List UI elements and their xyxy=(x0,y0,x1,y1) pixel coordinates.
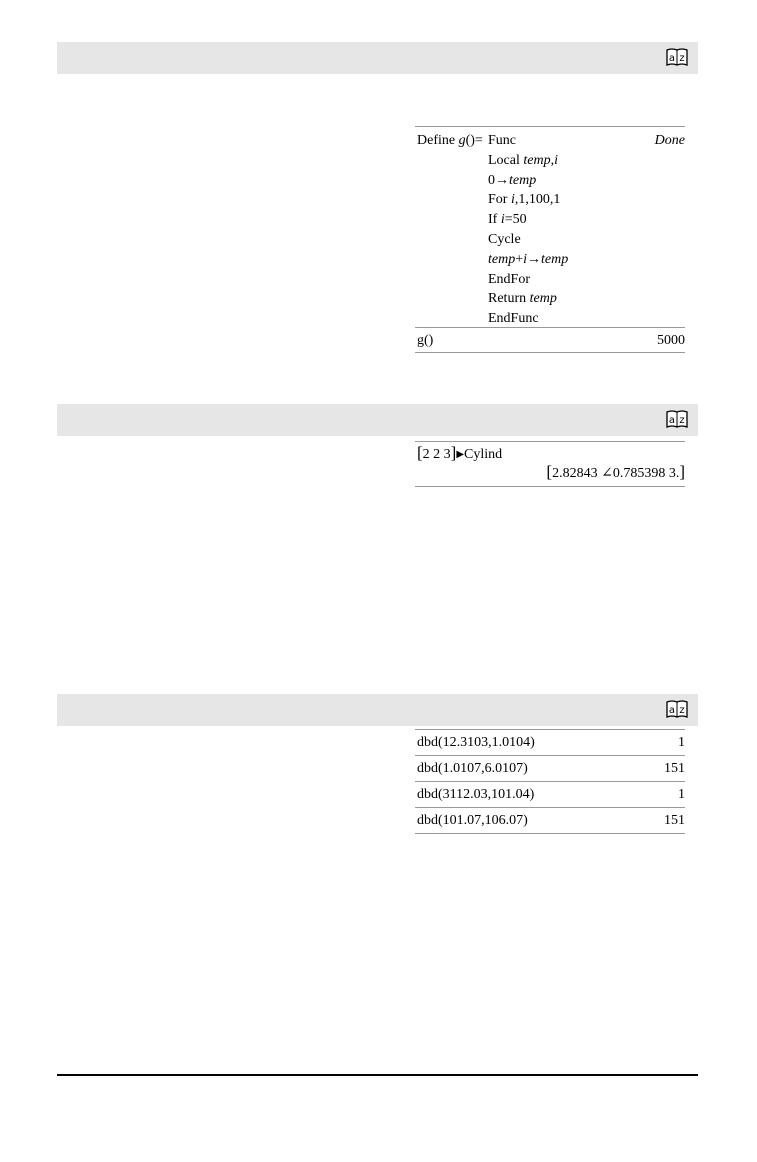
panel-bottom-rule xyxy=(415,486,685,487)
program-line: If i=50 xyxy=(488,212,527,228)
dbd-result: 151 xyxy=(664,761,685,776)
define-result: Done xyxy=(654,133,685,148)
panel-bottom-rule xyxy=(415,352,685,353)
dbd-row xyxy=(415,730,685,755)
svg-text:z: z xyxy=(679,705,685,716)
call-expression: g() xyxy=(417,333,434,348)
catalog-book-icon[interactable] xyxy=(666,699,688,719)
section-header-bar-2 xyxy=(57,404,698,436)
cylind-input: [2 2 3]▶Cylind xyxy=(417,443,503,462)
program-line: EndFunc xyxy=(488,311,539,327)
define-statement: Define g()= xyxy=(417,133,483,148)
dbd-result: 1 xyxy=(678,735,685,750)
svg-text:z: z xyxy=(679,415,685,426)
dbd-rows xyxy=(415,730,685,834)
example-panel-cylind xyxy=(415,441,685,487)
program-line: EndFor xyxy=(488,271,530,287)
example-panel-dbd xyxy=(415,729,685,834)
dbd-expression: dbd(101.07,106.07) xyxy=(417,813,528,828)
program-line: Cycle xyxy=(488,232,521,247)
dbd-expression: dbd(3112.03,101.04) xyxy=(417,787,535,802)
dbd-row-divider xyxy=(415,833,685,834)
svg-text:a: a xyxy=(668,415,676,426)
program-line: Return temp xyxy=(488,291,557,307)
svg-text:a: a xyxy=(668,705,676,716)
example-panel-define-func xyxy=(415,126,685,353)
dbd-result: 151 xyxy=(664,813,685,828)
svg-text:z: z xyxy=(679,53,685,64)
cylind-input-row xyxy=(415,442,685,462)
call-entry xyxy=(415,328,685,352)
dbd-expression: dbd(12.3103,1.0104) xyxy=(417,735,535,750)
dbd-row xyxy=(415,782,685,807)
svg-text:a: a xyxy=(668,53,676,64)
program-line: temp+i→temp xyxy=(488,251,569,267)
section-header-bar-1 xyxy=(57,42,698,74)
call-result: 5000 xyxy=(657,333,685,348)
catalog-book-icon[interactable] xyxy=(666,409,688,429)
dbd-row xyxy=(415,808,685,833)
catalog-book-icon[interactable] xyxy=(666,47,688,67)
cylind-result-row xyxy=(415,462,685,486)
define-entry xyxy=(415,127,685,327)
dbd-result: 1 xyxy=(678,787,685,802)
page-footer-rule xyxy=(57,1074,698,1076)
cylind-result: [2.82843 ∠0.785398 3.] xyxy=(546,462,685,481)
program-line: Local temp,i xyxy=(488,152,558,168)
convert-arrow-icon: ▶ xyxy=(456,449,465,460)
section-header-bar-3 xyxy=(57,694,698,726)
dbd-row xyxy=(415,756,685,781)
program-line: 0→temp xyxy=(488,172,537,188)
program-line: For i,1,100,1 xyxy=(488,192,561,208)
program-line: Func xyxy=(488,133,516,148)
dbd-expression: dbd(1.0107,6.0107) xyxy=(417,761,528,776)
